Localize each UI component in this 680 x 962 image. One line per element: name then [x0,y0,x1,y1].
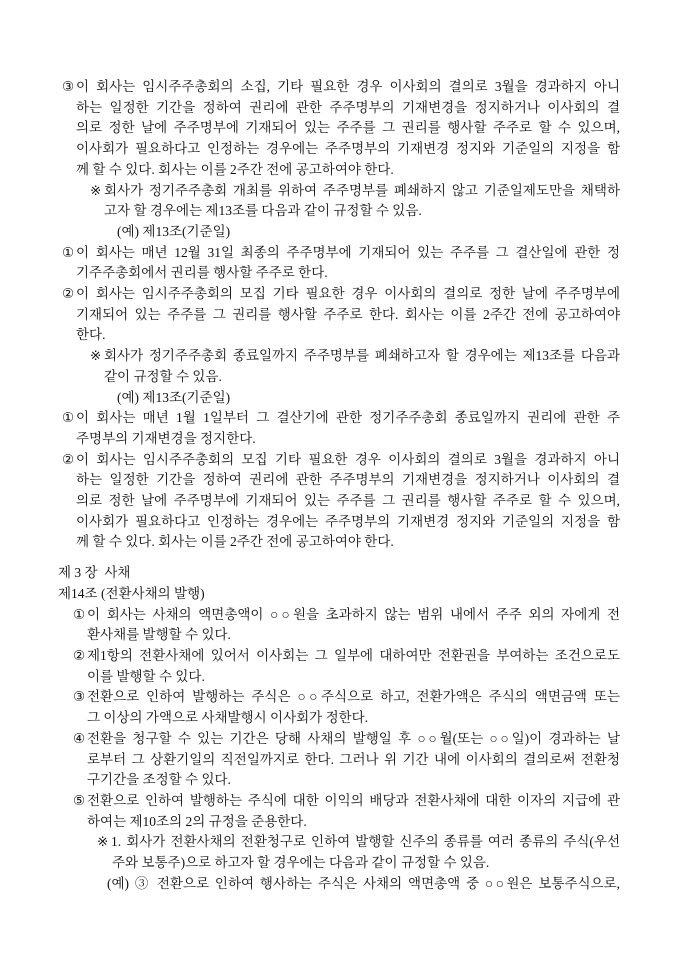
clause-marker: ③ [62,79,75,94]
clause-item [62,77,620,181]
clause-line: 이사회가 필요하다고 인정하는 경우에는 주주명부의 기재변경 정지와 기준일의 지정을 함 [76,141,620,157]
example-line: (예) 제13조(기준일) [117,389,231,405]
clause-line: 하는 일정한 기간을 정하여 권리에 관한 주주명부의 기재변경을 정지하거나 이사회의 결 [76,99,620,115]
clause-line: 환사채를 발행할 수 있다. [87,627,231,643]
clause-line: 기주주총회에서 권리를 행사할 주주로 한다. [76,265,328,281]
clause-text: 이 회사는 매년 12월 31일 최종의 주주명부에 기재되어 있는 주주를 그 결산일에 관한 정 [76,244,620,260]
clause-text: 제1항의 전환사채에 있어서 이사회는 그 일부에 대하여만 전환권을 부여하는 조건으로도 [87,647,620,663]
clause-marker: ② [62,451,75,467]
clause-marker: ① [62,410,75,426]
clause-marker: ④ [73,730,86,746]
note-line [90,346,620,367]
clause-line [73,687,620,708]
clause-line: 이를 발행할 수 있다. [87,668,205,684]
clause-line: 이사회가 필요하다고 인정하는 경우에는 주주명부의 기재변경 정지와 기준일의 지정을 함 [76,513,620,529]
clause-line: 구기간을 조정할 수 있다. [87,772,231,788]
clause-line: 의로 정한 날에 주주명부에 기재되어 있는 주주를 그 권리를 행사할 주주로 할 수 있으며, [76,120,620,136]
clause-item [73,729,620,791]
clause-text: 전환으로 인하여 발행하는 주식은 ○○주식으로 하고, 전환가액은 주식의 액면금액 또는 [87,689,620,705]
note-marker: ※ [97,834,109,850]
clause-marker: ③ [73,689,86,705]
clause-item [62,408,620,449]
example-line: (예) 제13조(기준일) [117,223,231,239]
clause-item [73,605,620,646]
note-marker: ※ [90,182,102,198]
chapter-heading: 제 3 장 사채 [58,565,131,581]
article-heading: 제14조 (전환사채의 발행) [58,585,205,601]
clause-line: 께 할 수 있다. 회사는 이를 2주간 전에 공고하여야 한다. [76,161,394,177]
clause-item [62,450,620,554]
clause-line [62,284,620,305]
note-text: 회사가 정기주주총회 종료일까지 주주명부를 폐쇄하고자 할 경우에는 제13조를 다음과 [104,348,620,364]
clause-line [73,791,620,812]
clause-text: 전환을 청구할 수 있는 기간은 당해 사채의 발행일 후 ○○월(또는 ○○일)이 경과하는 날 [87,730,620,746]
clause-marker: ① [73,606,86,622]
note-text: 회사가 정기주주총회 개최를 위하여 주주명부를 폐쇄하지 않고 기준일제도만을 채택하 [104,182,620,198]
clause-line [62,243,620,264]
clause-text: 이 회사는 임시주주총회의 모집 기타 필요한 경우 이사회의 결의로 3월을 경과하지 아니 [76,451,620,467]
clause-marker: ② [62,286,75,302]
clause-item [73,791,620,832]
note-marker: ※ [90,348,102,364]
clause-marker: ② [73,647,86,663]
note-line [97,832,620,853]
clause-item [62,243,620,284]
clause-line: 하는 일정한 기간을 정하여 권리에 관한 주주명부의 기재변경을 정지하거나 이사회의 결 [76,472,620,488]
clause-line: 의로 정한 날에 주주명부에 기재되어 있는 주주를 그 권리를 행사할 주주로 할 수 있으며, [76,493,620,509]
example-item [107,874,620,895]
clause-marker: ① [62,244,75,260]
clause-line [73,605,620,626]
note-text: 1. 회사가 전환사채의 전환청구로 인하여 발행할 신주의 종류를 여러 종류의 주식(우선 [111,834,620,850]
clause-text: 이 회사는 임시주주총회의 소집, 기타 필요한 경우 이사회의 결의로 3월을 경과하지 아니 [76,79,620,94]
clause-text: 이 회사는 사채의 액면총액이 ○○원을 초과하지 않는 범위 내에서 주주 외의 자에게 전 [87,606,620,622]
clause-line [62,450,620,471]
note-line: 고자 할 경우에는 제13조를 다음과 같이 규정할 수 있음. [104,203,422,219]
clause-line: 로부터 그 상환기일의 직전일까지로 한다. 그러나 위 기간 내에 이사회의 결의로써 전환청 [87,751,620,767]
clause-line [73,646,620,667]
note-item [90,181,620,222]
clause-line [62,77,620,98]
note-item [90,346,620,387]
note-line: 같이 규정할 수 있음. [104,368,222,384]
note-line [90,181,620,202]
clause-line: 그 이상의 가액으로 사채발행시 이사회가 정한다. [87,710,369,726]
clause-line: 주명부의 기재변경을 정지한다. [76,430,256,446]
example-item [117,222,620,243]
clause-line: 하여는 제10조의 2의 규정을 준용한다. [87,813,307,829]
clause-item [73,687,620,728]
example-item [117,388,620,409]
clause-item [62,284,620,346]
clause-text: 전환으로 인하여 발행하는 주식에 대한 이익의 배당과 전환사채에 대한 이자의 지급에 관 [87,792,620,808]
clause-line [62,408,620,429]
note-item [97,832,620,873]
note-line: 주와 보통주)으로 하고자 할 경우에는 다음과 같이 규정할 수 있음. [112,855,490,871]
clause-line: 한다. [76,327,106,343]
clause-text: 이 회사는 매년 1월 1일부터 그 결산기에 관한 정기주주총회 종료일까지 권리에 관한 주 [76,410,620,426]
clause-item [73,646,620,687]
clause-text: 이 회사는 임시주주총회의 모집 기타 필요한 경우 이사회의 결의로 정한 날에 주주명부에 [76,286,620,302]
clause-line [73,729,620,750]
example-line: (예) ③ 전환으로 인하여 행사하는 주식은 사채의 액면총액 중 ○○원은 보통주식으로, [107,875,620,891]
clause-line: 께 할 수 있다. 회사는 이를 2주간 전에 공고하여야 한다. [76,534,394,550]
clause-line: 기재되어 있는 주주를 그 권리를 행사할 주주로 한다. 회사는 이를 2주간 전에 공고하여야 [76,306,620,322]
clause-marker: ⑤ [73,792,86,808]
